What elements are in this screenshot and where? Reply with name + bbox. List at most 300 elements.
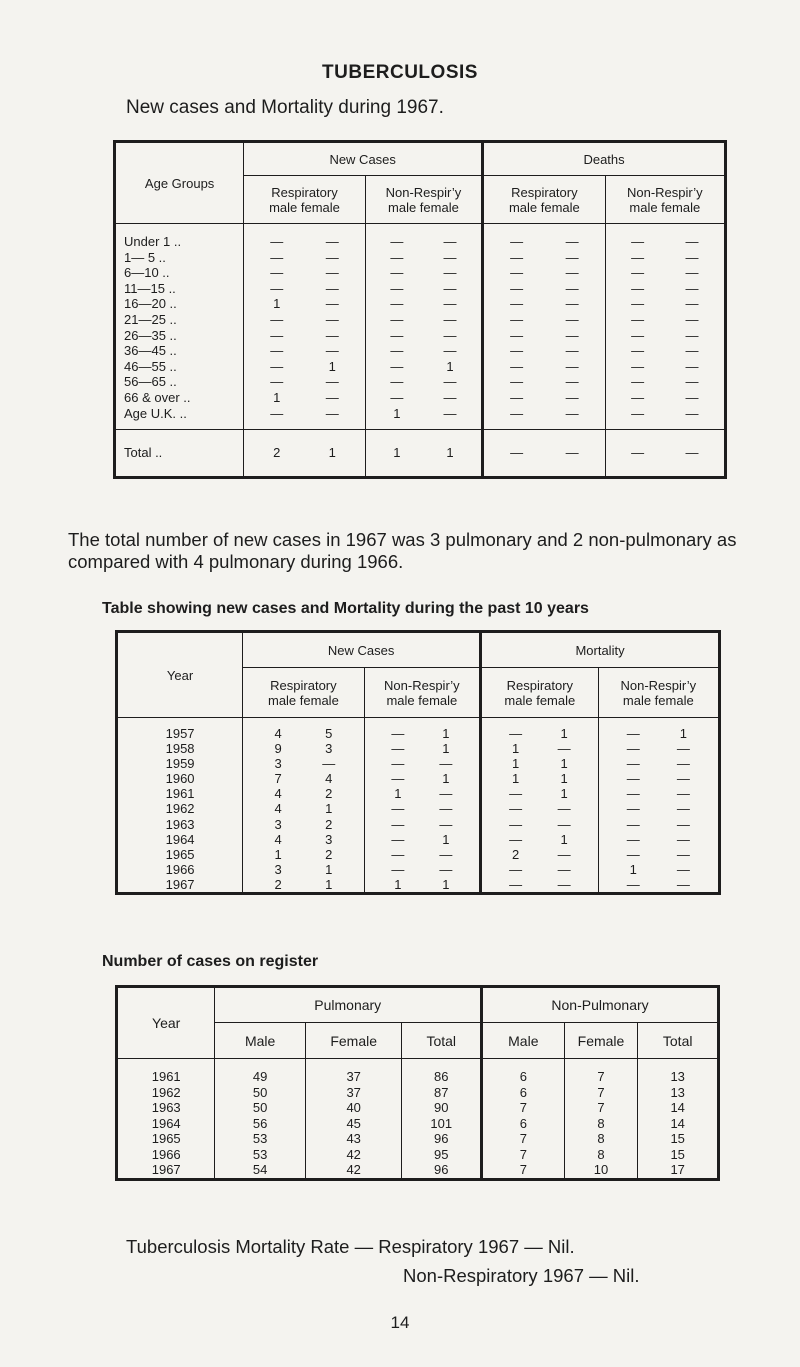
value-pair [483, 281, 606, 297]
value-pair [364, 817, 480, 832]
table-row [117, 1069, 719, 1085]
value-pair [365, 406, 482, 422]
male-value: 2 [511, 846, 520, 862]
male-value: — [631, 327, 645, 343]
value-pair [365, 374, 482, 390]
value-pair [365, 359, 482, 375]
female-value: 1 [446, 445, 454, 461]
year-label: 1963 [117, 817, 243, 832]
value-pair [244, 406, 366, 422]
female-value: — [676, 861, 690, 877]
age-group-label: 11—15 .. [115, 281, 244, 297]
female-value: 1 [679, 726, 687, 741]
age-group-label: 16—20 .. [115, 296, 244, 312]
new-cases-mortality-1967-table [113, 140, 727, 479]
male-value: — [631, 343, 645, 359]
value-pair [481, 862, 599, 877]
male-value: — [631, 374, 645, 390]
male-value: — [510, 405, 524, 421]
female-value: — [676, 801, 690, 817]
male-value: — [270, 327, 284, 343]
value-pair [481, 832, 599, 847]
age-group-label: 46—55 .. [115, 359, 244, 375]
male-value: — [390, 374, 404, 390]
female-value: — [565, 327, 579, 343]
non-pulmonary-total-value: 14 [638, 1116, 719, 1132]
age-group-label: Age U.K. .. [115, 406, 244, 422]
value-pair [483, 374, 606, 390]
value-pair [483, 406, 606, 422]
female-value: — [557, 861, 571, 877]
female-value: 1 [560, 771, 568, 787]
female-value: — [565, 343, 579, 359]
year-label: 1967 [117, 1162, 215, 1179]
male-value: — [391, 801, 405, 817]
female-value: — [325, 265, 339, 281]
value-pair [605, 296, 725, 312]
value-pair [598, 726, 719, 741]
male-value: — [509, 786, 523, 802]
age-group-label: 66 & over .. [115, 390, 244, 406]
male-value: — [626, 846, 640, 862]
value-pair [605, 312, 725, 328]
female-value: 1 [442, 876, 450, 892]
female-value: 1 [328, 445, 336, 461]
male-value: — [626, 876, 640, 892]
spacer-row [115, 224, 726, 235]
non-pulmonary-male-value: 6 [482, 1116, 565, 1132]
year-label: 1962 [117, 801, 243, 816]
value-pair [244, 430, 366, 478]
female-value: — [443, 280, 457, 296]
table-row [117, 1147, 719, 1163]
table-row [117, 877, 720, 894]
year-label: 1966 [117, 862, 243, 877]
non-pulmonary-total-value: 13 [638, 1085, 719, 1101]
male-value: — [391, 846, 405, 862]
value-pair [244, 281, 366, 297]
female-value: — [685, 389, 699, 405]
subheader-deaths-respiratory: Respiratory male female [483, 176, 606, 224]
male-value: — [626, 771, 640, 787]
female-value: — [685, 445, 699, 461]
male-value: — [390, 234, 404, 249]
value-pair [364, 741, 480, 756]
female-value: 1 [442, 771, 450, 787]
female-value: — [685, 296, 699, 312]
value-pair [243, 726, 365, 741]
pulmonary-female-value: 42 [305, 1162, 402, 1179]
value-pair [598, 756, 719, 771]
age-group-label: Under 1 .. [115, 234, 244, 250]
value-pair [365, 312, 482, 328]
age-group-label: 1— 5 .. [115, 250, 244, 266]
table-row [115, 296, 726, 312]
male-value: — [626, 816, 640, 832]
female-value: — [565, 445, 579, 461]
pulmonary-total-value: 86 [402, 1069, 482, 1085]
pulmonary-male-value: 56 [215, 1116, 305, 1132]
value-pair [243, 756, 365, 771]
female-value: — [325, 234, 339, 249]
table-row [115, 234, 726, 250]
female-value: 1 [328, 358, 336, 374]
female-value: — [565, 296, 579, 312]
value-pair [365, 234, 482, 250]
male-value: 9 [274, 741, 282, 757]
male-value: — [626, 786, 640, 802]
pulmonary-female-value: 37 [305, 1085, 402, 1101]
male-value: — [391, 771, 405, 787]
year-label: 1964 [117, 1116, 215, 1132]
female-value: — [325, 327, 339, 343]
female-value: — [565, 234, 579, 249]
pulmonary-male-value: 49 [215, 1069, 305, 1085]
ten-year-new-cases-mortality-table [115, 630, 721, 895]
female-value: — [325, 389, 339, 405]
table-row [115, 250, 726, 266]
male-value: — [510, 280, 524, 296]
male-value: — [626, 741, 640, 757]
male-value: 2 [273, 445, 281, 461]
value-pair [605, 281, 725, 297]
female-value: — [443, 405, 457, 421]
female-value: — [685, 374, 699, 390]
male-value: 4 [274, 786, 282, 802]
value-pair [605, 406, 725, 422]
mortality-rate-non-respiratory: Non-Respiratory 1967 — Nil. [403, 1265, 640, 1286]
male-value: 4 [274, 726, 282, 741]
value-pair [483, 430, 606, 478]
male-value: — [391, 861, 405, 877]
female-value: — [676, 741, 690, 757]
female-value: — [557, 801, 571, 817]
value-pair [481, 847, 599, 862]
value-pair [598, 862, 719, 877]
value-pair [483, 343, 606, 359]
value-pair [244, 390, 366, 406]
year-label: 1963 [117, 1100, 215, 1116]
female-value: — [325, 280, 339, 296]
pulmonary-total-value: 87 [402, 1085, 482, 1101]
value-pair [483, 250, 606, 266]
value-pair [483, 265, 606, 281]
pulmonary-female-value: 45 [305, 1116, 402, 1132]
pulmonary-female-value: 43 [305, 1131, 402, 1147]
value-pair [481, 756, 599, 771]
non-pulmonary-male-value: 7 [482, 1131, 565, 1147]
age-group-label: 36—45 .. [115, 343, 244, 359]
value-pair [364, 877, 480, 894]
value-pair [364, 862, 480, 877]
table-row [115, 312, 726, 328]
table-row [117, 726, 720, 741]
register-table-heading: Number of cases on register [102, 953, 319, 970]
male-value: — [390, 311, 404, 327]
value-pair [483, 390, 606, 406]
female-value: — [685, 358, 699, 374]
female-value: — [685, 327, 699, 343]
value-pair [598, 771, 719, 786]
col-header-year: Year [117, 987, 215, 1059]
col-header-deaths: Deaths [483, 142, 726, 176]
pulmonary-male-value: 54 [215, 1162, 305, 1179]
non-pulmonary-female-value: 8 [564, 1131, 638, 1147]
non-pulmonary-female-value: 7 [564, 1085, 638, 1101]
female-value: — [676, 771, 690, 787]
pulmonary-female-value: 37 [305, 1069, 402, 1085]
male-value: — [510, 343, 524, 359]
table-row [117, 832, 720, 847]
female-value: — [676, 756, 690, 772]
male-value: — [390, 389, 404, 405]
pulmonary-total-value: 101 [402, 1116, 482, 1132]
female-value: — [676, 786, 690, 802]
subheader-new-respiratory: Respiratory male female [243, 668, 365, 718]
male-value: — [509, 816, 523, 832]
value-pair [605, 390, 725, 406]
value-pair [243, 786, 365, 801]
male-value: — [270, 405, 284, 421]
male-value: — [631, 280, 645, 296]
table-row [117, 741, 720, 756]
value-pair [364, 726, 480, 741]
female-value: — [565, 374, 579, 390]
pulmonary-male-value: 53 [215, 1131, 305, 1147]
subheader-new-non-respiratory: Non-Respir’y male female [365, 176, 482, 224]
female-value: 1 [325, 861, 333, 877]
value-pair [365, 281, 482, 297]
female-value: — [325, 374, 339, 390]
male-value: — [626, 801, 640, 817]
value-pair [481, 726, 599, 741]
female-value: — [685, 343, 699, 359]
male-value: — [270, 280, 284, 296]
female-value: 2 [325, 786, 333, 802]
value-pair [605, 374, 725, 390]
male-value: — [510, 445, 524, 461]
table-row [117, 801, 720, 816]
male-value: — [391, 831, 405, 847]
female-value: — [322, 756, 336, 772]
female-value: — [565, 358, 579, 374]
male-value: — [631, 296, 645, 312]
non-pulmonary-female-value: 7 [564, 1069, 638, 1085]
female-value: — [325, 311, 339, 327]
year-label: 1958 [117, 741, 243, 756]
male-value: — [510, 358, 524, 374]
col-header-non-pulmonary: Non-Pulmonary [482, 987, 719, 1023]
mortality-rate-respiratory: Tuberculosis Mortality Rate — Respiratory 1967 — Nil. [126, 1236, 575, 1257]
pulmonary-total-value: 96 [402, 1131, 482, 1147]
age-group-label: 26—35 .. [115, 328, 244, 344]
value-pair [483, 234, 606, 250]
table-row [115, 359, 726, 375]
male-value: — [270, 374, 284, 390]
female-value: — [439, 816, 453, 832]
male-value: — [626, 756, 640, 772]
value-pair [483, 328, 606, 344]
year-label: 1960 [117, 771, 243, 786]
male-value: 1 [273, 389, 281, 405]
female-value: 1 [560, 756, 568, 772]
table-row [117, 817, 720, 832]
value-pair [605, 234, 725, 250]
male-value: 1 [273, 296, 281, 312]
female-value: — [325, 343, 339, 359]
female-value: — [565, 389, 579, 405]
value-pair [244, 328, 366, 344]
cases-on-register-table [115, 985, 720, 1181]
male-value: — [631, 249, 645, 265]
table-row [117, 847, 720, 862]
pulmonary-male-value: 53 [215, 1147, 305, 1163]
table-row [117, 786, 720, 801]
female-value: — [443, 311, 457, 327]
spacer-row [117, 1059, 719, 1070]
female-value: — [443, 234, 457, 249]
value-pair [364, 847, 480, 862]
male-value: — [631, 234, 645, 249]
female-value: — [443, 374, 457, 390]
age-group-label: 21—25 .. [115, 312, 244, 328]
male-value: 1 [394, 876, 402, 892]
non-pulmonary-male-value: 6 [482, 1085, 565, 1101]
non-pulmonary-female-value: 8 [564, 1116, 638, 1132]
value-pair [605, 359, 725, 375]
female-value: 1 [442, 726, 450, 741]
pulmonary-male-value: 50 [215, 1085, 305, 1101]
male-value: — [510, 265, 524, 281]
value-pair [244, 234, 366, 250]
value-pair [598, 832, 719, 847]
non-pulmonary-total-value: 15 [638, 1131, 719, 1147]
male-value: — [390, 249, 404, 265]
female-value: 3 [325, 741, 333, 757]
value-pair [481, 771, 599, 786]
value-pair [243, 832, 365, 847]
male-value: — [390, 296, 404, 312]
value-pair [364, 756, 480, 771]
value-pair [598, 847, 719, 862]
male-value: — [390, 343, 404, 359]
table-row [115, 328, 726, 344]
value-pair [364, 786, 480, 801]
table-row [115, 390, 726, 406]
female-value: — [443, 343, 457, 359]
value-pair [605, 328, 725, 344]
value-pair [483, 359, 606, 375]
subheader-non-pulmonary-female: Female [564, 1023, 638, 1059]
value-pair [244, 296, 366, 312]
table-row [117, 862, 720, 877]
value-pair [365, 265, 482, 281]
year-label: 1962 [117, 1085, 215, 1101]
male-value: — [390, 265, 404, 281]
female-value: 2 [325, 846, 333, 862]
male-value: — [510, 374, 524, 390]
non-pulmonary-total-value: 13 [638, 1069, 719, 1085]
female-value: 1 [560, 831, 568, 847]
female-value: — [443, 389, 457, 405]
female-value: — [325, 296, 339, 312]
male-value: — [270, 249, 284, 265]
male-value: — [626, 726, 640, 741]
ten-year-table-heading: Table showing new cases and Mortality during the past 10 years [102, 600, 589, 617]
male-value: — [626, 831, 640, 847]
non-pulmonary-female-value: 10 [564, 1162, 638, 1179]
male-value: 1 [393, 445, 401, 461]
male-value: — [391, 726, 405, 741]
subheader-non-pulmonary-total: Total [638, 1023, 719, 1059]
female-value: — [685, 311, 699, 327]
table-row [117, 756, 720, 771]
male-value: — [631, 389, 645, 405]
female-value: 5 [325, 726, 333, 741]
male-value: — [510, 389, 524, 405]
female-value: — [443, 296, 457, 312]
male-value: — [509, 876, 523, 892]
age-group-label: 56—65 .. [115, 374, 244, 390]
female-value: 1 [446, 358, 454, 374]
subheader-new-non-respiratory: Non-Respir’y male female [364, 668, 480, 718]
value-pair [365, 250, 482, 266]
year-label: 1957 [117, 726, 243, 741]
value-pair [605, 250, 725, 266]
age-group-label: Total .. [115, 430, 244, 478]
subheader-mortality-respiratory: Respiratory male female [481, 668, 599, 718]
female-value: 1 [325, 801, 333, 817]
non-pulmonary-female-value: 8 [564, 1147, 638, 1163]
spacer-row [115, 421, 726, 430]
year-label: 1965 [117, 1131, 215, 1147]
col-header-year: Year [117, 632, 243, 718]
value-pair [481, 877, 599, 894]
male-value: 1 [274, 846, 282, 862]
female-value: 1 [325, 876, 333, 892]
year-label: 1964 [117, 832, 243, 847]
non-pulmonary-total-value: 15 [638, 1147, 719, 1163]
value-pair [598, 741, 719, 756]
female-value: — [565, 405, 579, 421]
value-pair [598, 801, 719, 816]
col-header-mortality: Mortality [481, 632, 720, 668]
table-row [117, 1116, 719, 1132]
male-value: — [510, 327, 524, 343]
non-pulmonary-male-value: 7 [482, 1100, 565, 1116]
value-pair [243, 741, 365, 756]
page-number: 14 [390, 1313, 410, 1332]
non-pulmonary-male-value: 7 [482, 1147, 565, 1163]
male-value: — [391, 756, 405, 772]
female-value: — [439, 861, 453, 877]
non-pulmonary-male-value: 7 [482, 1162, 565, 1179]
male-value: — [510, 234, 524, 249]
female-value: — [676, 846, 690, 862]
page-subtitle: New cases and Mortality during 1967. [126, 97, 444, 118]
value-pair [483, 312, 606, 328]
pulmonary-female-value: 42 [305, 1147, 402, 1163]
male-value: 1 [394, 786, 402, 802]
subheader-deaths-non-respiratory: Non-Respir’y male female [605, 176, 725, 224]
value-pair [244, 359, 366, 375]
female-value: — [685, 234, 699, 249]
female-value: — [676, 831, 690, 847]
year-label: 1959 [117, 756, 243, 771]
female-value: 3 [325, 831, 333, 847]
value-pair [605, 430, 725, 478]
non-pulmonary-total-value: 17 [638, 1162, 719, 1179]
